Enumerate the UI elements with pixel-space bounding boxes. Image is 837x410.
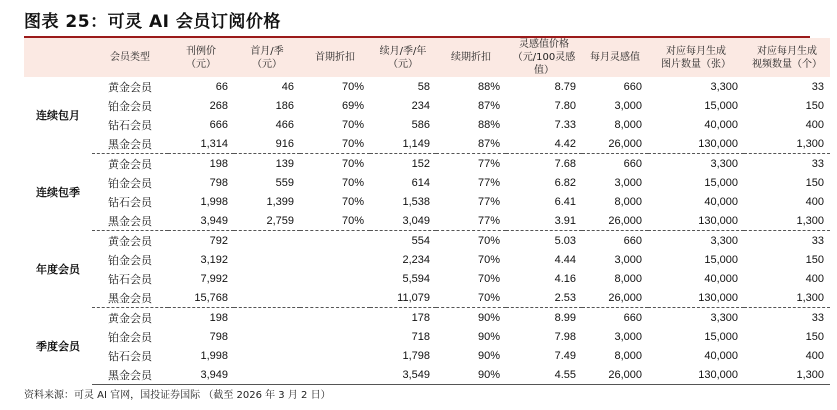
first-discount-cell xyxy=(300,327,370,346)
tier-cell: 钻石会员 xyxy=(108,273,152,286)
column-header xyxy=(300,38,370,77)
first-discount-cell: 70% xyxy=(300,211,370,231)
renewal-discount-cell: 70% xyxy=(477,234,500,247)
first-discount-cell: 70% xyxy=(341,80,364,93)
monthly-videos-cell: 1,300 xyxy=(744,134,830,154)
first-period-price-cell xyxy=(234,288,300,308)
list-price-cell: 268 xyxy=(209,99,228,112)
monthly-videos-cell: 400 xyxy=(805,195,824,208)
monthly-images-cell: 3,300 xyxy=(710,157,738,170)
monthly-images-cell: 130,000 xyxy=(648,288,744,308)
monthly-videos-cell: 150 xyxy=(805,176,824,189)
list-price-cell: 3,192 xyxy=(200,253,228,266)
monthly-videos-cell: 1,300 xyxy=(744,211,830,231)
tier-cell: 黄金会员 xyxy=(108,81,152,94)
first-discount-cell: 70% xyxy=(341,176,364,189)
monthly-credits-cell: 3,000 xyxy=(614,253,642,266)
pricing-table xyxy=(24,38,830,385)
group-label: 年度会员 xyxy=(36,264,80,276)
group-label: 连续包季 xyxy=(36,187,80,199)
renewal-discount-cell: 77% xyxy=(477,157,500,170)
list-price-cell: 198 xyxy=(209,311,228,324)
renewal-price-cell: 58 xyxy=(417,80,430,93)
credit-price-cell: 7.98 xyxy=(554,330,576,343)
column-header-line1: 每月灵感值 xyxy=(590,52,640,63)
column-header xyxy=(436,38,506,77)
monthly-videos-cell: 400 xyxy=(805,272,824,285)
credit-price-cell: 7.68 xyxy=(554,157,576,170)
tier-cell: 黑金会员 xyxy=(92,211,168,231)
credit-price-cell: 5.03 xyxy=(554,234,576,247)
renewal-discount-cell: 90% xyxy=(436,365,506,385)
credit-price-cell: 6.82 xyxy=(554,176,576,189)
credit-price-cell: 7.33 xyxy=(554,118,576,131)
monthly-images-cell: 130,000 xyxy=(648,134,744,154)
first-period-price-cell xyxy=(234,327,300,346)
renewal-discount-cell: 87% xyxy=(477,99,500,112)
first-period-price-cell: 466 xyxy=(275,118,294,131)
column-header xyxy=(648,38,744,77)
renewal-discount-cell: 70% xyxy=(436,288,506,308)
tier-cell: 铂金会员 xyxy=(108,331,152,344)
first-discount-cell xyxy=(300,365,370,385)
list-price-cell: 15,768 xyxy=(168,288,234,308)
renewal-discount-cell: 90% xyxy=(477,330,500,343)
renewal-discount-cell: 90% xyxy=(477,349,500,362)
column-header xyxy=(582,38,648,77)
credit-price-cell: 6.41 xyxy=(554,195,576,208)
tier-cell: 黄金会员 xyxy=(108,235,152,248)
table-header xyxy=(24,38,830,77)
list-price-cell: 3,949 xyxy=(168,365,234,385)
column-header xyxy=(92,38,168,77)
monthly-credits-cell: 3,000 xyxy=(614,176,642,189)
monthly-credits-cell: 8,000 xyxy=(614,195,642,208)
list-price-cell: 666 xyxy=(209,118,228,131)
list-price-cell: 792 xyxy=(209,234,228,247)
tier-cell: 黑金会员 xyxy=(92,288,168,308)
monthly-credits-cell: 26,000 xyxy=(582,211,648,231)
monthly-videos-cell: 400 xyxy=(805,349,824,362)
first-period-price-cell: 46 xyxy=(281,80,294,93)
column-header xyxy=(234,38,300,77)
first-period-price-cell: 559 xyxy=(275,176,294,189)
table-row xyxy=(24,173,830,192)
monthly-videos-cell: 150 xyxy=(805,253,824,266)
column-header-line2: 视频数量（个） xyxy=(752,58,822,70)
column-header-line1: 首期折扣 xyxy=(315,52,355,63)
list-price-cell: 3,949 xyxy=(168,211,234,231)
list-price-cell: 798 xyxy=(209,176,228,189)
column-header-line1: 续期折扣 xyxy=(451,52,491,63)
first-discount-cell xyxy=(300,288,370,308)
renewal-price-cell: 1,798 xyxy=(402,349,430,362)
renewal-price-cell: 718 xyxy=(411,330,430,343)
credit-price-cell: 3.91 xyxy=(506,211,582,231)
column-header-line2: （元/100灵感值） xyxy=(512,52,576,76)
column-header-line2: （元） xyxy=(388,58,418,70)
credit-price-cell: 7.49 xyxy=(554,349,576,362)
group-label: 季度会员 xyxy=(36,341,80,353)
column-header-line1: 对应每月生成 xyxy=(666,45,726,57)
monthly-credits-cell: 3,000 xyxy=(614,330,642,343)
table-row xyxy=(24,327,830,346)
renewal-discount-cell: 77% xyxy=(477,195,500,208)
first-discount-cell xyxy=(300,346,370,365)
renewal-price-cell: 3,049 xyxy=(370,211,436,231)
first-period-price-cell: 916 xyxy=(234,134,300,154)
renewal-price-cell: 5,594 xyxy=(402,272,430,285)
monthly-credits-cell: 660 xyxy=(623,157,642,170)
monthly-videos-cell: 400 xyxy=(805,118,824,131)
renewal-discount-cell: 88% xyxy=(477,80,500,93)
first-discount-cell xyxy=(300,269,370,288)
first-period-price-cell xyxy=(234,231,300,251)
table-row xyxy=(24,346,830,365)
first-discount-cell: 69% xyxy=(341,99,364,112)
monthly-credits-cell: 660 xyxy=(623,234,642,247)
source-note: 资料来源：可灵 AI 官网，国投证券国际 （截至 2026 年 3 月 2 日） xyxy=(24,390,331,401)
credit-price-cell: 8.79 xyxy=(554,80,576,93)
renewal-price-cell: 554 xyxy=(411,234,430,247)
renewal-discount-cell: 77% xyxy=(436,211,506,231)
table-row xyxy=(24,308,830,328)
header-row xyxy=(24,38,830,77)
renewal-discount-cell: 70% xyxy=(477,253,500,266)
table-row xyxy=(24,365,830,385)
renewal-price-cell: 2,234 xyxy=(402,253,430,266)
monthly-credits-cell: 8,000 xyxy=(614,349,642,362)
first-period-price-cell xyxy=(234,365,300,385)
renewal-price-cell: 586 xyxy=(411,118,430,131)
column-header xyxy=(24,38,92,77)
first-period-price-cell: 1,399 xyxy=(266,195,294,208)
renewal-price-cell: 1,538 xyxy=(402,195,430,208)
tier-cell: 铂金会员 xyxy=(108,100,152,113)
first-discount-cell xyxy=(300,250,370,269)
column-header-line2: （元） xyxy=(186,58,216,70)
first-period-price-cell: 2,759 xyxy=(234,211,300,231)
renewal-discount-cell: 88% xyxy=(477,118,500,131)
first-period-price-cell xyxy=(234,269,300,288)
table-row xyxy=(24,250,830,269)
monthly-videos-cell: 150 xyxy=(805,330,824,343)
column-header xyxy=(506,38,582,77)
column-header-line1: 续月/季/年 xyxy=(379,45,427,57)
credit-price-cell: 4.44 xyxy=(554,253,576,266)
tier-cell: 钻石会员 xyxy=(108,119,152,132)
list-price-cell: 7,992 xyxy=(200,272,228,285)
first-period-price-cell: 139 xyxy=(275,157,294,170)
monthly-videos-cell: 33 xyxy=(811,80,824,93)
column-header-line1: 对应每月生成 xyxy=(757,45,817,57)
monthly-credits-cell: 26,000 xyxy=(582,134,648,154)
first-discount-cell: 70% xyxy=(341,157,364,170)
table-body xyxy=(24,77,830,385)
monthly-images-cell: 40,000 xyxy=(704,195,738,208)
table-row xyxy=(24,288,830,308)
first-discount-cell xyxy=(300,231,370,251)
figure-title: 图表 25：可灵 AI 会员订阅价格 xyxy=(24,12,281,32)
monthly-images-cell: 15,000 xyxy=(704,330,738,343)
renewal-discount-cell: 87% xyxy=(436,134,506,154)
renewal-discount-cell: 77% xyxy=(477,176,500,189)
monthly-videos-cell: 33 xyxy=(811,234,824,247)
first-discount-cell: 70% xyxy=(341,195,364,208)
credit-price-cell: 2.53 xyxy=(506,288,582,308)
column-header-line1: 刊例价 xyxy=(186,45,216,57)
table-row xyxy=(24,231,830,251)
monthly-images-cell: 15,000 xyxy=(704,99,738,112)
monthly-credits-cell: 3,000 xyxy=(614,99,642,112)
column-header-line1: 会员类型 xyxy=(110,52,150,63)
monthly-images-cell: 130,000 xyxy=(648,211,744,231)
monthly-videos-cell: 33 xyxy=(811,157,824,170)
column-header-line1: 首月/季 xyxy=(250,45,284,57)
monthly-images-cell: 3,300 xyxy=(710,234,738,247)
renewal-price-cell: 152 xyxy=(411,157,430,170)
renewal-price-cell: 178 xyxy=(411,311,430,324)
monthly-credits-cell: 8,000 xyxy=(614,118,642,131)
renewal-discount-cell: 70% xyxy=(477,272,500,285)
renewal-price-cell: 614 xyxy=(411,176,430,189)
first-discount-cell: 70% xyxy=(341,118,364,131)
list-price-cell: 1,998 xyxy=(200,349,228,362)
monthly-images-cell: 40,000 xyxy=(704,272,738,285)
table-row xyxy=(24,269,830,288)
monthly-images-cell: 130,000 xyxy=(648,365,744,385)
monthly-videos-cell: 1,300 xyxy=(744,288,830,308)
tier-cell: 铂金会员 xyxy=(108,177,152,190)
monthly-videos-cell: 33 xyxy=(811,311,824,324)
column-header xyxy=(744,38,830,77)
monthly-credits-cell: 660 xyxy=(623,311,642,324)
renewal-discount-cell: 90% xyxy=(477,311,500,324)
tier-cell: 钻石会员 xyxy=(108,350,152,363)
table-row xyxy=(24,77,830,96)
first-period-price-cell: 186 xyxy=(275,99,294,112)
column-header-line2: 图片数量（张） xyxy=(661,58,731,70)
first-discount-cell xyxy=(300,308,370,328)
list-price-cell: 1,314 xyxy=(168,134,234,154)
monthly-credits-cell: 26,000 xyxy=(582,365,648,385)
renewal-price-cell: 234 xyxy=(411,99,430,112)
monthly-images-cell: 3,300 xyxy=(710,311,738,324)
tier-cell: 铂金会员 xyxy=(108,254,152,267)
first-period-price-cell xyxy=(234,346,300,365)
list-price-cell: 66 xyxy=(215,80,228,93)
list-price-cell: 198 xyxy=(209,157,228,170)
monthly-images-cell: 40,000 xyxy=(704,349,738,362)
table-row xyxy=(24,96,830,115)
table-row xyxy=(24,192,830,211)
credit-price-cell: 4.16 xyxy=(554,272,576,285)
monthly-images-cell: 3,300 xyxy=(710,80,738,93)
monthly-images-cell: 15,000 xyxy=(704,176,738,189)
monthly-videos-cell: 1,300 xyxy=(744,365,830,385)
monthly-credits-cell: 8,000 xyxy=(614,272,642,285)
tier-cell: 黄金会员 xyxy=(108,312,152,325)
table-row xyxy=(24,211,830,231)
first-discount-cell: 70% xyxy=(300,134,370,154)
renewal-price-cell: 1,149 xyxy=(370,134,436,154)
column-header-line2: （元） xyxy=(252,58,282,70)
column-header xyxy=(168,38,234,77)
credit-price-cell: 7.80 xyxy=(554,99,576,112)
tier-cell: 黑金会员 xyxy=(92,365,168,385)
renewal-price-cell: 11,079 xyxy=(370,288,436,308)
column-header-line1: 灵感值价格 xyxy=(519,39,569,50)
monthly-credits-cell: 26,000 xyxy=(582,288,648,308)
list-price-cell: 1,998 xyxy=(200,195,228,208)
column-header xyxy=(370,38,436,77)
list-price-cell: 798 xyxy=(209,330,228,343)
table-row xyxy=(24,115,830,134)
credit-price-cell: 4.42 xyxy=(506,134,582,154)
credit-price-cell: 4.55 xyxy=(506,365,582,385)
monthly-credits-cell: 660 xyxy=(623,80,642,93)
renewal-price-cell: 3,549 xyxy=(370,365,436,385)
tier-cell: 黑金会员 xyxy=(92,134,168,154)
monthly-images-cell: 15,000 xyxy=(704,253,738,266)
tier-cell: 钻石会员 xyxy=(108,196,152,209)
monthly-videos-cell: 150 xyxy=(805,99,824,112)
group-label: 连续包月 xyxy=(36,110,80,123)
first-period-price-cell xyxy=(234,250,300,269)
monthly-images-cell: 40,000 xyxy=(704,118,738,131)
table-row xyxy=(24,154,830,174)
tier-cell: 黄金会员 xyxy=(108,158,152,171)
table-row xyxy=(24,134,830,154)
credit-price-cell: 8.99 xyxy=(554,311,576,324)
first-period-price-cell xyxy=(234,308,300,328)
